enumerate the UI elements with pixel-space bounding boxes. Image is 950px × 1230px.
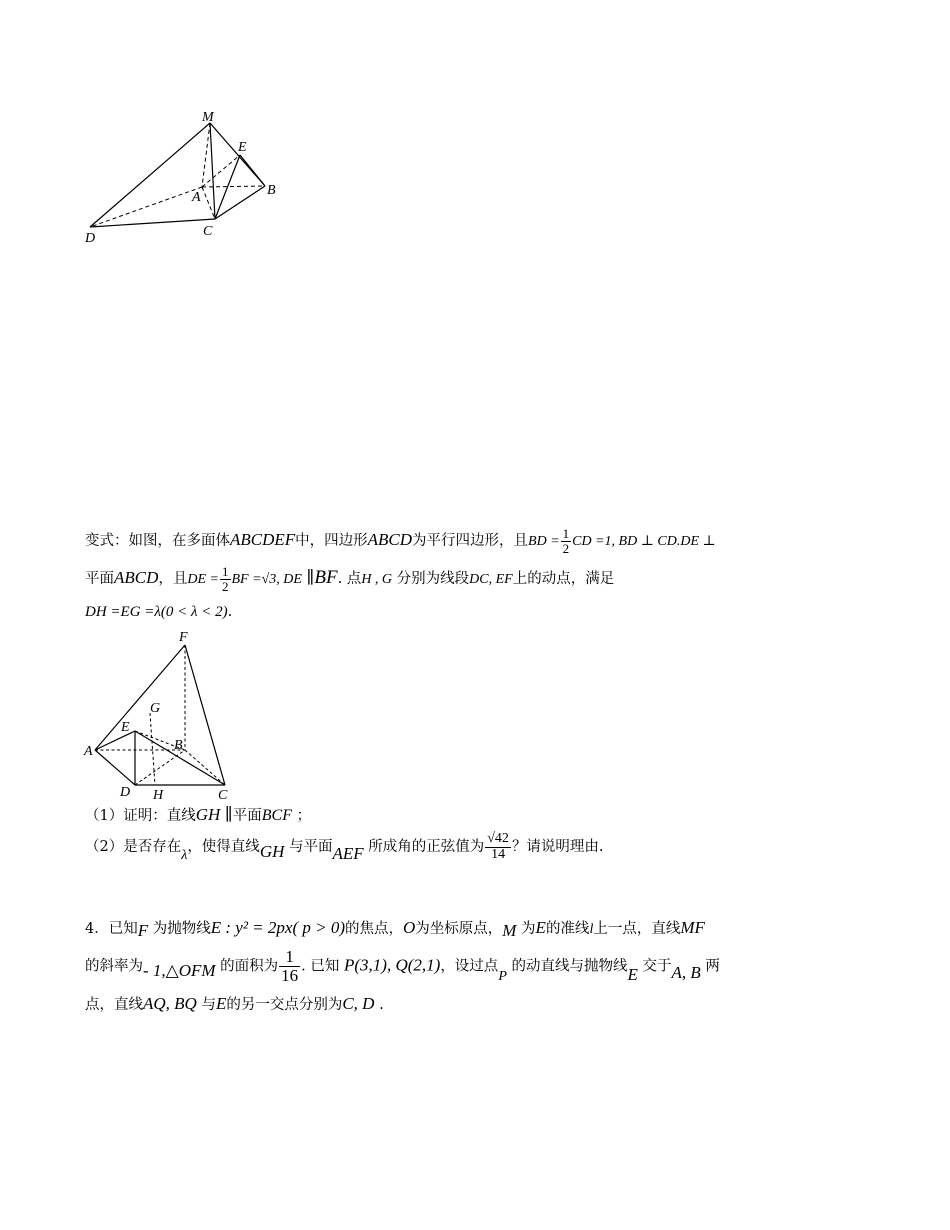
p4-cd: C, D	[342, 994, 375, 1013]
variant-l2-bf2: BF	[314, 567, 338, 589]
p4-c: 的焦点，	[344, 921, 403, 937]
p4-pq: P(3,1), Q(2,1)	[344, 955, 441, 975]
variant-l1-bd: BD =	[528, 534, 560, 550]
variant-l2-frac-num: 1	[222, 564, 229, 579]
p4-a: 4．已知	[85, 921, 138, 937]
p4-k: ，设过点	[440, 958, 499, 975]
p4-e-eq: E : y² = 2px( p > 0)	[210, 918, 345, 937]
q2-frac	[485, 832, 511, 862]
variant-l2-d: 分别为线段	[396, 571, 470, 588]
variant-l1-frac-num: 1	[562, 526, 570, 541]
label-G: G	[150, 701, 161, 716]
q2-frac-num: √42	[487, 831, 509, 846]
variant-l1-c: 为平行四边形，且	[412, 533, 529, 550]
label-F: F	[179, 630, 188, 645]
p4-d: 为坐标原点，	[415, 921, 503, 937]
edge-BC	[185, 750, 225, 785]
q2-e: ？请说明理由.	[511, 839, 604, 856]
label-H: H	[153, 788, 164, 803]
p4-o-t: 点，直线	[85, 997, 143, 1013]
edge-AB	[202, 186, 265, 187]
problem-4-line-3	[85, 993, 384, 1014]
variant-l2-a: 平面	[85, 571, 114, 588]
problem-4-line-2	[85, 948, 720, 985]
variant-l1-poly: ABCDEF	[230, 530, 296, 550]
variant-l1-b: 中，四边形	[295, 533, 368, 550]
q2-frac-den: 14	[491, 846, 506, 862]
label-C2: C	[218, 788, 228, 803]
variant-l2-de: DE =	[187, 572, 219, 588]
p4-e4: E	[215, 994, 227, 1013]
variant-line-2	[85, 565, 614, 593]
p4-n: 两	[705, 958, 720, 975]
variant-l2-plane: ABCD	[114, 568, 159, 588]
q1-a: （1）证明：直线	[85, 808, 196, 824]
variant-line-3	[85, 604, 232, 621]
p4-l-t: 的动直线与抛物线	[511, 958, 628, 975]
p4-ab: A, B	[671, 963, 701, 983]
p4-area-frac	[279, 948, 300, 985]
question-2	[85, 832, 604, 862]
variant-l1-quad: ABCD	[367, 530, 413, 550]
variant-l2-bf: BF =√3, DE	[231, 572, 302, 588]
variant-l3-eq: DH =EG =λ(0 < λ < 2)	[85, 604, 228, 620]
p4-i: 的面积为	[220, 958, 279, 975]
edge-MC	[210, 123, 215, 219]
figure-1-tetrahedron	[80, 105, 290, 250]
p4-j: . 已知	[301, 958, 340, 975]
p4-b: 为抛物线	[152, 921, 211, 937]
label-A2: A	[84, 744, 93, 759]
label-M: M	[202, 110, 214, 125]
q2-gh: GH	[259, 842, 285, 862]
p4-g: 上一点，直线	[593, 921, 681, 937]
variant-l1-frac-den: 2	[562, 540, 570, 556]
p4-e2: E	[535, 918, 546, 937]
q2-lambda: λ	[181, 848, 188, 864]
edge-DB	[135, 750, 185, 785]
p4-area-num: 1	[279, 948, 300, 967]
p4-r: .	[379, 997, 384, 1013]
variant-l1-a: 变式：如图，在多面体	[85, 533, 230, 550]
p4-l: l	[589, 922, 594, 937]
label-A: A	[192, 190, 201, 205]
q2-d: 所成角的正弦值为	[368, 839, 485, 856]
p4-m: M	[502, 921, 517, 940]
q2-c: 与平面	[288, 839, 333, 856]
variant-l2-dcef: DC, EF	[469, 572, 513, 588]
p4-mf: MF	[680, 918, 705, 937]
variant-line-1	[85, 527, 716, 555]
variant-l3-end: .	[227, 604, 233, 620]
edge-EB	[240, 155, 265, 186]
p4-area-den: 16	[281, 965, 299, 985]
p4-q-t: 的另一交点分别为	[226, 997, 343, 1013]
p4-slope: - 1,△OFM	[143, 961, 216, 981]
p4-aqbq: AQ, BQ	[143, 994, 197, 1013]
variant-l1-rest: CD =1, BD ⊥ CD.DE ⊥	[572, 534, 716, 550]
variant-l2-b: ，且	[158, 571, 188, 588]
edge-CB	[215, 186, 265, 219]
variant-l2-c: . 点	[337, 571, 362, 588]
edge-MA	[202, 123, 210, 187]
variant-l2-frac-den: 2	[222, 578, 229, 594]
label-B: B	[267, 183, 276, 198]
p4-e: 为	[521, 921, 536, 937]
figure-2-polyhedron	[80, 625, 245, 805]
q1-gh: GH	[195, 805, 221, 824]
edge-MD	[90, 123, 210, 227]
p4-p-t: 与	[201, 997, 216, 1013]
p4-o: O	[402, 918, 416, 937]
p4-e3: E	[627, 965, 638, 985]
question-1	[85, 804, 311, 825]
parallel-symbol: ∥	[306, 568, 315, 589]
variant-l2-e: 上的动点，满足	[512, 571, 615, 588]
q2-aef: AEF	[332, 844, 364, 864]
q2-a: （2）是否存在	[85, 839, 182, 856]
label-E2: E	[121, 720, 130, 735]
label-C: C	[203, 224, 213, 239]
label-D2: D	[120, 785, 131, 800]
label-B2: B	[174, 738, 183, 753]
q2-b: ，使得直线	[187, 839, 260, 856]
problem-4-line-1	[85, 917, 705, 938]
p4-m-t: 交于	[642, 958, 672, 975]
q1-b: 平面	[232, 808, 262, 824]
label-E: E	[238, 140, 247, 155]
q1-bcf: BCF	[261, 807, 292, 824]
variant-l2-frac	[220, 565, 231, 593]
p4-f-t: 的准线	[545, 921, 590, 937]
edge-AD	[95, 750, 135, 785]
q1-c: ；	[296, 808, 312, 824]
p4-f: F	[137, 921, 149, 940]
variant-l1-frac	[561, 527, 572, 555]
p4-h: 的斜率为	[85, 958, 143, 975]
label-D: D	[85, 231, 96, 246]
q1-parallel: ∥	[224, 805, 233, 825]
variant-l2-hg: H , G	[361, 572, 393, 588]
p4-p: P	[498, 969, 507, 985]
